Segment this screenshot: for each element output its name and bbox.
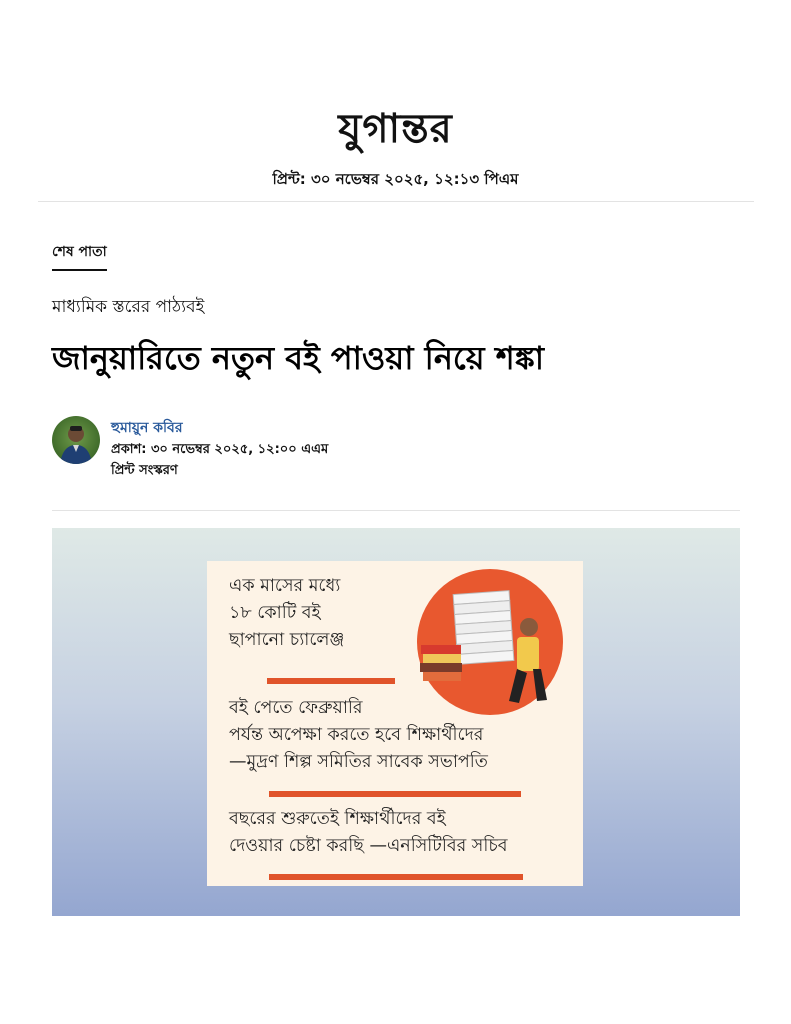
stat-line: ছাপানো চ্যালেঞ্জ [229, 630, 345, 650]
publish-date: প্রকাশ: ৩০ নভেম্বর ২০২৫, ১২:০০ এএম [111, 442, 329, 457]
headline-shoulder: মাধ্যমিক স্তরের পাঠ্যবই [52, 297, 205, 317]
print-edition-label: প্রিন্ট সংস্করণ [111, 463, 178, 478]
accent-divider [267, 678, 395, 684]
quote-line: বই পেতে ফেব্রুয়ারি [229, 698, 363, 718]
stat-line: এক মাসের মধ্যে [229, 576, 341, 596]
masthead [0, 100, 791, 158]
quote-block-2 [229, 806, 508, 860]
article-image[interactable] [52, 528, 740, 916]
stat-block-1 [229, 573, 344, 654]
section-link[interactable]: শেষ পাতা [52, 240, 107, 271]
accent-divider [269, 874, 523, 880]
stat-line: ১৮ কোটি বই [229, 603, 321, 623]
author-name-link[interactable]: হুমায়ুন কবির [111, 420, 183, 436]
site-logo[interactable]: যুগান্তর [338, 105, 453, 152]
books-illustration-icon [417, 569, 563, 715]
quote-line: —মুদ্রণ শিল্প সমিতির সাবেক সভাপতি [229, 752, 488, 772]
author-avatar[interactable] [52, 416, 100, 464]
accent-divider [269, 791, 521, 797]
section-label-wrap [52, 240, 107, 271]
quote-block-1 [229, 695, 488, 776]
quote-line: দেওয়ার চেষ্টা করছি —এনসিটিবির সচিব [229, 836, 508, 856]
author-photo [52, 416, 100, 464]
article-headline: জানুয়ারিতে নতুন বই পাওয়া নিয়ে শঙ্কা [52, 339, 545, 377]
header-divider [38, 201, 754, 202]
quote-line: বছরের শুরুতেই শিক্ষার্থীদের বই [229, 809, 446, 829]
byline-divider [52, 510, 740, 511]
infographic-card [207, 561, 583, 886]
quote-line: পর্যন্ত অপেক্ষা করতে হবে শিক্ষার্থীদের [229, 725, 484, 745]
illustration-circle [417, 569, 563, 715]
byline [111, 418, 328, 481]
print-date: প্রিন্ট: ৩০ নভেম্বর ২০২৫, ১২:১৩ পিএম [272, 170, 519, 188]
